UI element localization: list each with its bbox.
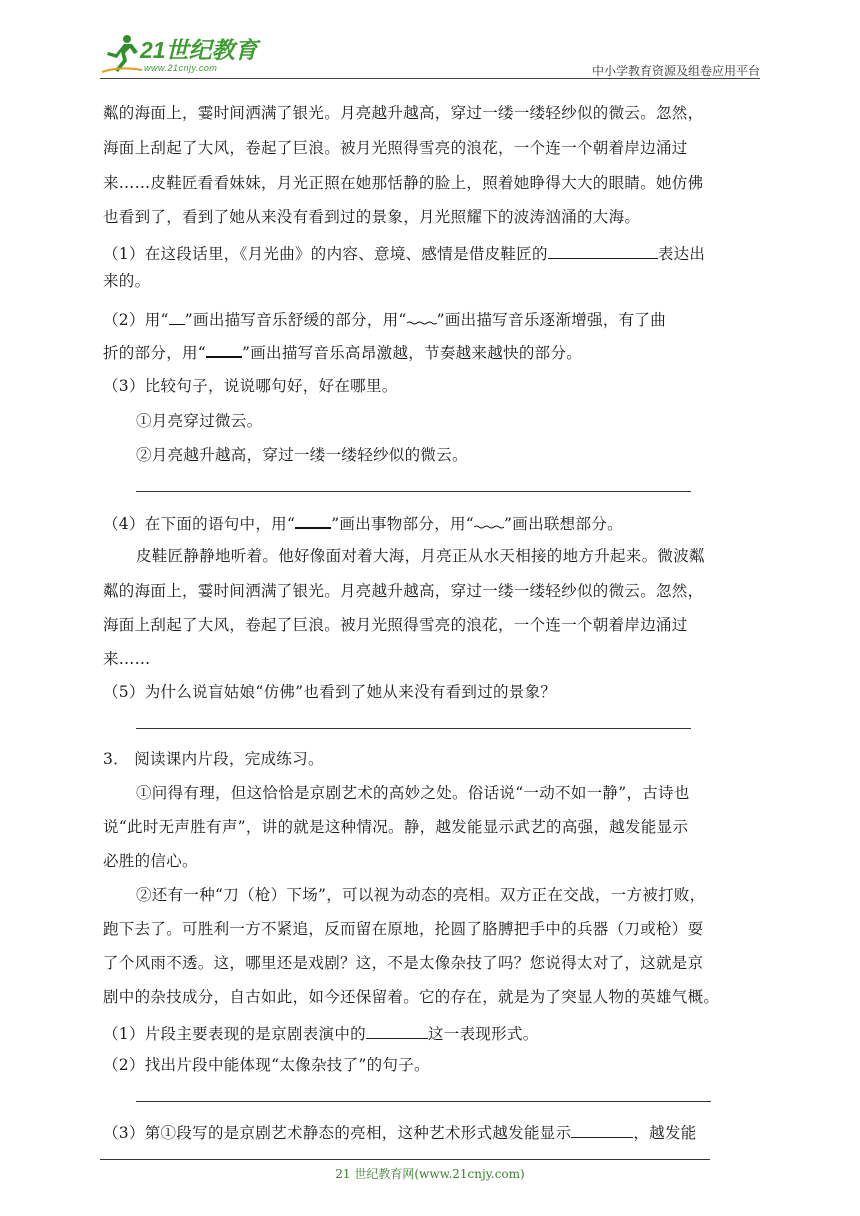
question-1-cont: 来的。 — [103, 272, 151, 290]
fill-blank[interactable] — [366, 1024, 428, 1039]
page-footer: 21 世纪教育网(www.21cnjy.com) — [335, 1167, 525, 1181]
question-text: 这一表现形式。 — [427, 1025, 539, 1043]
passage-line: ①问得有理，但这恰恰是京剧艺术的高妙之处。俗话说“一动不如一静”，古诗也 — [136, 784, 690, 802]
question-5: （5）为什么说盲姑娘“仿佛”也看到了她从来没有看到过的景象？ — [103, 683, 557, 701]
passage-line: 粼的海面上，霎时间洒满了银光。月亮越升越高，穿过一缕一缕轻纱似的微云。忽然， — [103, 582, 704, 600]
runner-logo-icon — [100, 32, 144, 76]
passage-line: 跑下去了。可胜利一方不紧追，反而留在原地，抡圆了胳膊把手中的兵器（刀或枪）耍 — [103, 920, 704, 938]
wavy-underline-mark — [407, 315, 437, 325]
passage-line: ②还有一种“刀（枪）下场”，可以视为动态的亮相。双方正在交战，一方被打败， — [136, 886, 706, 904]
question-text: （2）用“ — [103, 311, 169, 329]
question-text: （1）片段主要表现的是京剧表演中的 — [103, 1025, 366, 1043]
fill-blank[interactable] — [548, 244, 658, 259]
question-text: ”画出联想部分。 — [504, 515, 623, 533]
section-3-title: 3． 阅读课内片段，完成练习。 — [103, 750, 324, 768]
header-divider — [100, 78, 760, 79]
question-text: 折的部分，用“ — [103, 344, 207, 362]
fill-blank[interactable] — [571, 1123, 633, 1138]
paragraph-line: 也看到了，看到了她从来没有看到过的景象，月光照耀下的波涛汹涌的大海。 — [103, 208, 641, 226]
passage-line: 必胜的信心。 — [103, 852, 198, 870]
s3-question-1 — [103, 1024, 539, 1043]
paragraph-line: 来……皮鞋匠看看妹妹，月光正照在她那恬静的脸上，照着她睁得大大的眼睛。她仿佛 — [103, 174, 704, 192]
s3-question-2: （2）找出片段中能体现“太像杂技了”的句子。 — [103, 1056, 430, 1074]
question-text: 表达出 — [657, 245, 706, 263]
sentence-1: ①月亮穿过微云。 — [136, 412, 263, 430]
passage-line: 来…… — [103, 650, 151, 668]
question-text: ”画出描写音乐高昂激越，节奏越来越快的部分。 — [242, 344, 583, 362]
question-text: （4）在下面的语句中，用“ — [103, 515, 296, 533]
logo-text: 21世纪教育 — [140, 37, 258, 63]
question-text: ”画出事物部分，用“ — [331, 515, 475, 533]
passage-line: 剧中的杂技成分，自古如此，如今还保留着。它的存在，就是为了突显人物的英雄气概。 — [103, 988, 720, 1006]
straight-underline-mark — [169, 312, 185, 325]
passage-line: 海面上刮起了大风，卷起了巨浪。被月光照得雪亮的浪花，一个连一个朝着岸边涌过 — [103, 616, 688, 634]
logo-url: www.21cnjy.com — [144, 63, 218, 73]
sentence-2: ②月亮越升越高，穿过一缕一缕轻纱似的微云。 — [136, 446, 468, 464]
question-3: （3）比较句子，说说哪句好，好在哪里。 — [103, 377, 398, 395]
s3-question-3 — [103, 1123, 697, 1142]
paragraph-line: 粼的海面上，霎时间洒满了银光。月亮越升越高，穿过一缕一缕轻纱似的微云。忽然， — [103, 104, 704, 122]
question-text: （3）第①段写的是京剧艺术静态的亮相，这种艺术形式越发能显示 — [103, 1124, 572, 1142]
footer-divider — [100, 1159, 710, 1160]
question-2 — [103, 312, 666, 329]
question-text: ”画出描写音乐逐渐增强，有了曲 — [436, 311, 667, 329]
question-4 — [103, 515, 623, 533]
passage-line: 了个风雨不透。这，哪里还是戏剧？这，不是太像杂技了吗？您说得太对了，这就是京 — [103, 954, 704, 972]
answer-line[interactable] — [136, 728, 691, 729]
question-text: ，越发能 — [633, 1124, 697, 1142]
page-header — [100, 30, 760, 80]
question-text: （1）在这段话里，《月光曲》的内容、意境、感情是借皮鞋匠的 — [103, 245, 548, 263]
thick-underline-mark — [206, 344, 242, 358]
answer-line[interactable] — [136, 1101, 711, 1102]
answer-line[interactable] — [136, 491, 691, 492]
passage-line: 说“此时无声胜有声”，讲的就是这种情况。静，越发能显示武艺的高强，越发能显示 — [103, 818, 689, 836]
wavy-underline-mark — [474, 519, 504, 529]
thick-underline-mark — [295, 515, 331, 529]
question-1 — [103, 244, 705, 263]
question-2-cont — [103, 344, 582, 362]
passage-line: 皮鞋匠静静地听着。他好像面对着大海，月亮正从水天相接的地方升起来。微波粼 — [136, 547, 705, 565]
question-text: ”画出描写音乐舒缓的部分，用“ — [184, 311, 407, 329]
platform-name: 中小学教育资源及组卷应用平台 — [591, 64, 760, 78]
logo — [100, 30, 270, 78]
paragraph-line: 海面上刮起了大风，卷起了巨浪。被月光照得雪亮的浪花，一个连一个朝着岸边涌过 — [103, 139, 688, 157]
